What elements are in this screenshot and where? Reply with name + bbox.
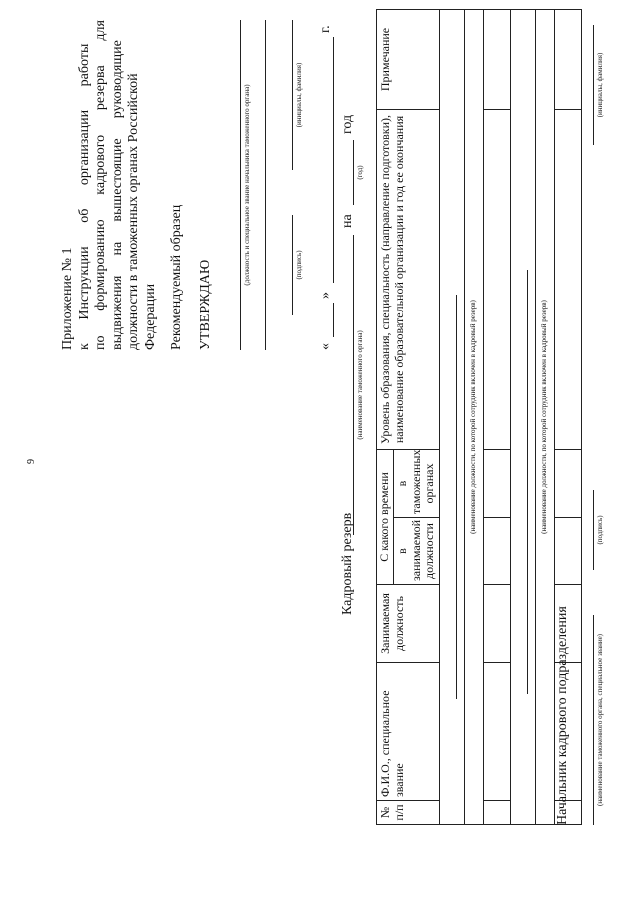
col-number-header: № п/п — [377, 801, 440, 825]
org-caption: (наименование таможенного органа) — [356, 330, 364, 440]
position-caption: (должность и специальное звание начальника таможенного органа) — [243, 84, 251, 286]
table-row-position-fill — [439, 9, 464, 824]
year-caption: (год) — [356, 165, 364, 180]
date-open-quote: « — [318, 343, 333, 350]
table-row — [439, 9, 464, 824]
annex-line-5: должности в таможенных органах Российской — [126, 73, 141, 350]
col-since-position-header: в занимаемой должности — [394, 518, 440, 585]
table-caption-2: (наименование должности, по которой сотрудник включен в кадровый резерв) — [535, 9, 554, 824]
date-day-line — [333, 303, 334, 337]
annex-line-3: по формированию кадрового резерва для — [93, 20, 108, 350]
footer-position-line — [593, 615, 594, 825]
header-row-1 — [377, 9, 394, 824]
reserve-title: Кадровый резерв — [340, 512, 355, 615]
initials-caption: (инициалы, фамилия) — [295, 62, 303, 128]
annex-line-4: выдвижения на вышестоящие руководящие — [109, 40, 125, 350]
col-position-header: Занимаемая должность — [377, 585, 440, 663]
hr-head-title: Начальник кадрового подразделения — [555, 606, 570, 825]
reserve-table — [376, 9, 582, 825]
signature-line — [292, 215, 293, 315]
annex-title: Приложение № 1 — [60, 247, 75, 350]
org-line — [353, 235, 354, 535]
recommended-sample: Рекомендуемый образец — [169, 204, 184, 350]
table-row-position-fill-2 — [510, 9, 535, 824]
signature-caption: (подпись) — [295, 250, 303, 280]
date-month-line — [333, 37, 334, 283]
footer-position-caption: (наименование таможенного органа, специальное звание) — [596, 633, 604, 807]
footer-signature-caption: (подпись) — [596, 515, 604, 545]
col-education-header: Уровень образования, специальность (направление подготовки), наименование образовательной организации и год ее окончания — [377, 109, 440, 449]
date-close-quote: » — [318, 292, 333, 299]
caption-row — [535, 9, 554, 824]
table-row — [483, 9, 510, 824]
year-label: год — [340, 114, 355, 134]
footer-signature-line — [593, 490, 594, 570]
footer-initials-caption: (инициалы, фамилия) — [596, 52, 604, 118]
col-since-customs-header: в таможенных органах — [394, 449, 440, 517]
initials-line — [292, 20, 293, 170]
col-notes-header: Примечание — [377, 9, 440, 109]
year-line — [353, 140, 354, 205]
annex-line-6: Федерации — [142, 283, 158, 350]
col-since-header: С какого времени — [377, 449, 394, 584]
approve-heading: УТВЕРЖДАЮ — [197, 259, 213, 350]
caption-row — [464, 9, 483, 824]
position-line-2 — [265, 20, 266, 350]
page-number: 9 — [26, 459, 37, 464]
date-year-suffix: г. — [318, 25, 333, 33]
annex-line-2: к Инструкции об организации работы — [76, 43, 92, 350]
position-line — [240, 20, 241, 350]
footer-initials-line — [593, 25, 594, 145]
table-row — [510, 9, 535, 824]
col-fio-header: Ф.И.О., специальное звание — [377, 663, 440, 801]
for-label: на — [340, 214, 355, 228]
table-caption-1: (наименование должности, по которой сотрудник включен в кадровый резерв) — [464, 9, 483, 824]
annex-block — [60, 20, 214, 350]
